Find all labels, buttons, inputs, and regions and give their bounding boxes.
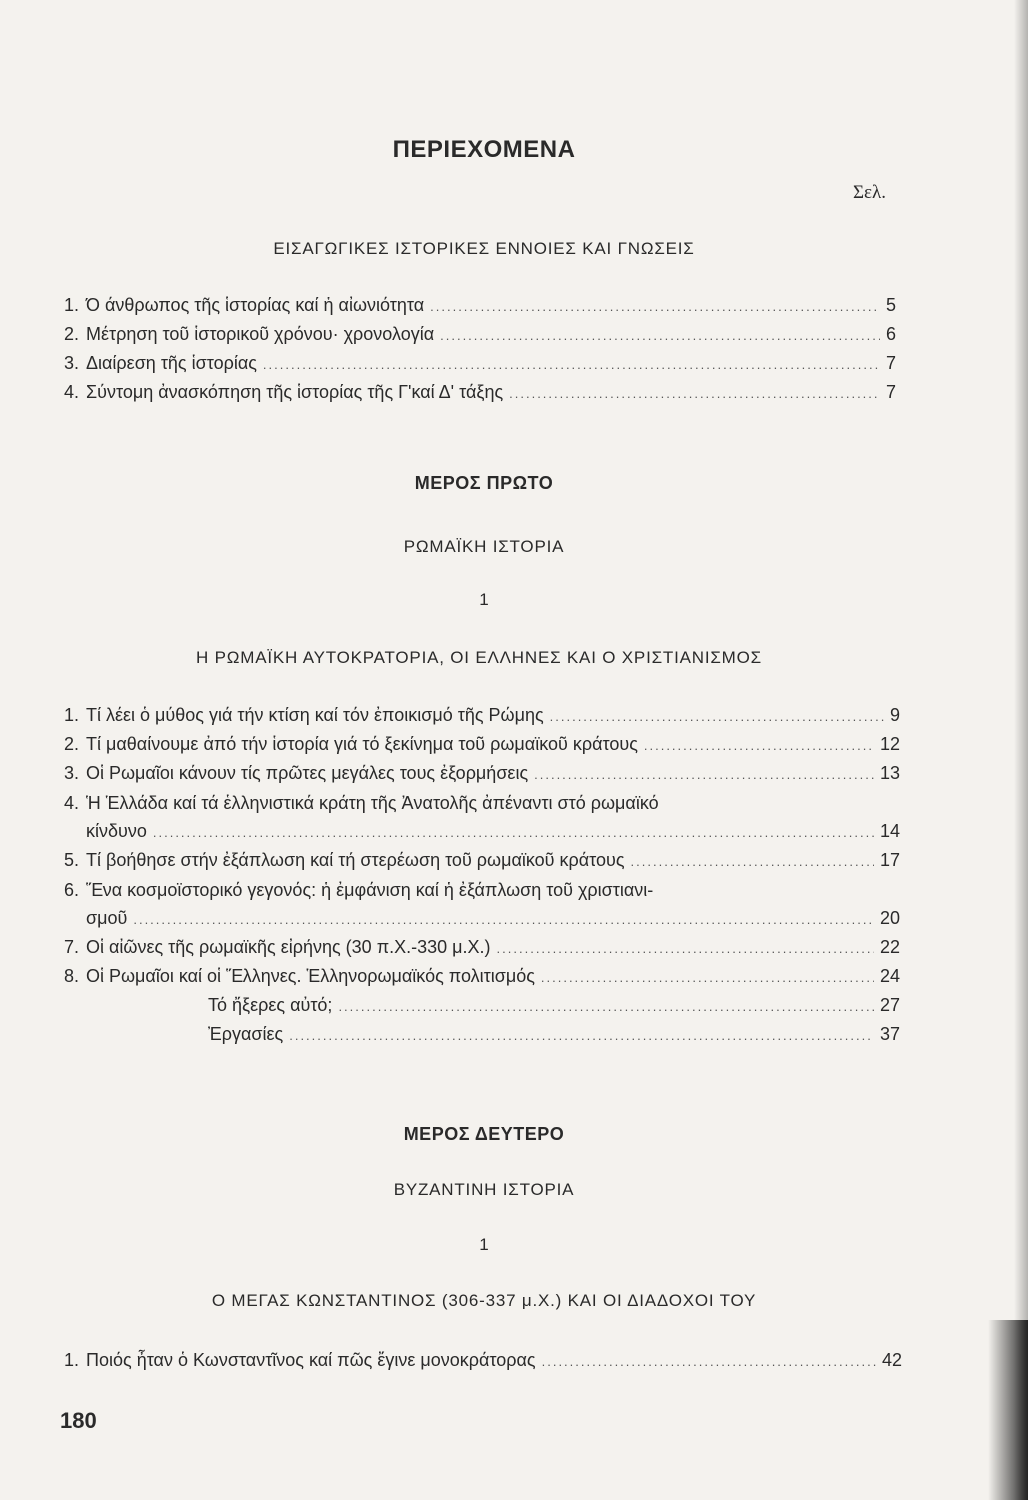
leader-dots [289,1028,874,1043]
leader-dots [430,299,880,314]
toc-entry-number: 2. [64,324,80,344]
leader-dots [644,738,874,753]
page-column-label: Σελ. [853,182,886,203]
toc-entry-number: 6. [64,880,80,900]
chapter-number: 1 [479,590,489,609]
toc-entry-number: 3. [64,353,80,373]
toc-entry-page: 9 [889,705,900,725]
toc-entry-label: Τό ἤξερες αὐτό; [208,995,333,1015]
toc-entry-label-continued: σμοῦ [86,908,128,928]
toc-entry-label: Ἐργασίες [208,1024,284,1044]
toc-entry-number: 3. [64,763,80,783]
toc-entry [64,295,896,319]
toc-entry-label: Τί λέει ὁ μύθος γιά τήν κτίση καί τόν ἐποικισμό τῆς Ρώμης [86,705,544,725]
part-one-subheading: ΡΩΜΑΪΚΗ ΙΣΤΟΡΙΑ [403,537,565,556]
toc-entry-page: 13 [879,763,900,783]
toc-entry-page: 14 [879,821,900,841]
toc-entry-page: 5 [885,295,896,315]
toc-entry-label: Ἕνα κοσμοϊστορικό γεγονός: ἡ ἐμφάνιση καί ἡ ἐξάπλωση τοῦ χριστιανι- [86,880,654,900]
toc-entry [64,850,900,874]
page-corner-shadow [988,1320,1028,1500]
toc-entry-label: Τί μαθαίνουμε ἀπό τήν ἱστορία γιά τό ξεκίνημα τοῦ ρωμαϊκοῦ κράτους [86,734,638,754]
part-one-heading: ΜΕΡΟΣ ΠΡΩΤΟ [414,473,554,493]
toc-entry-number: 7. [64,937,80,957]
toc-entry-label: Οἱ Ρωμαῖοι κάνουν τίς πρῶτες μεγάλες τους ἐξορμήσεις [86,763,529,783]
toc-entry-label: Οἱ αἰῶνες τῆς ρωμαϊκῆς εἰρήνης (30 π.Χ.-330 μ.Χ.) [86,937,491,957]
toc-entry [64,705,900,729]
chapter-number: 1 [479,1235,489,1254]
toc-entry-label: Διαίρεση τῆς ἱστορίας [86,353,257,373]
page-title: ΠΕΡΙΕΧΟΜΕΝΑ [392,136,576,163]
toc-entry-number: 4. [64,793,80,813]
page-edge-shadow [1014,0,1028,1500]
leader-dots [440,328,880,343]
toc-entry-page: 17 [879,850,900,870]
toc-entry-line2 [86,821,900,845]
intro-heading: ΕΙΣΑΓΩΓΙΚΕΣ ΙΣΤΟΡΙΚΕΣ ΕΝΝΟΙΕΣ ΚΑΙ ΓΝΩΣΕΙΣ [273,239,695,258]
chapter-title: Ο ΜΕΓΑΣ ΚΩΝΣΤΑΝΤΙΝΟΣ (306-337 μ.Χ.) ΚΑΙ ΟΙ ΔΙΑΔΟΧΟΙ ΤΟΥ [211,1291,757,1310]
toc-entry-page: 27 [879,995,900,1015]
toc-entry [64,324,896,348]
leader-dots [153,825,874,840]
toc-extra-entry [208,995,900,1019]
part-two-subheading: ΒΥΖΑΝΤΙΝΗ ΙΣΤΟΡΙΑ [393,1180,575,1199]
toc-entry [64,382,896,406]
toc-entry-label: Οἱ Ρωμαῖοι καί οἱ Ἕλληνες. Ἑλληνορωμαϊκός πολιτισμός [86,966,535,986]
toc-entry [64,937,900,961]
toc-entry-page: 7 [885,353,896,373]
leader-dots [497,941,874,956]
toc-entry-number: 5. [64,850,80,870]
toc-entry-page: 42 [881,1350,902,1370]
toc-entry-page: 6 [885,324,896,344]
toc-entry-number: 1. [64,295,80,315]
toc-entry [64,734,900,758]
leader-dots [631,854,874,869]
toc-entry-line1 [64,793,900,817]
part-two-heading: ΜΕΡΟΣ ΔΕΥΤΕΡΟ [403,1124,565,1144]
leader-dots [509,386,880,401]
leader-dots [338,999,874,1014]
toc-entry-line2 [86,908,900,932]
toc-entry-number: 4. [64,382,80,402]
toc-entry-page: 22 [879,937,900,957]
leader-dots [133,912,874,927]
toc-entry-label: Ποιός ἦταν ὁ Κωνσταντῖνος καί πῶς ἔγινε μονοκράτορας [86,1350,536,1370]
leader-dots [263,357,880,372]
toc-entry-label: Μέτρηση τοῦ ἱστορικοῦ χρόνου· χρονολογία [86,324,435,344]
leader-dots [550,709,884,724]
toc-entry-number: 1. [64,705,80,725]
toc-entry-label: Τί βοήθησε στήν ἐξάπλωση καί τή στερέωση τοῦ ρωμαϊκοῦ κράτους [86,850,625,870]
leader-dots [534,767,874,782]
toc-entry-number: 2. [64,734,80,754]
toc-entry-label: Σύντομη ἀνασκόπηση τῆς ἱστορίας τῆς Γ'καί Δ' τάξης [86,382,504,402]
leader-dots [542,1354,876,1369]
toc-entry-label-continued: κίνδυνο [86,821,147,841]
toc-entry-line1 [64,880,900,904]
toc-entry [64,1350,902,1374]
toc-entry [64,353,896,377]
toc-entry-number: 8. [64,966,80,986]
toc-entry-page: 12 [879,734,900,754]
leader-dots [541,970,874,985]
page-number: 180 [60,1408,97,1433]
toc-entry-number: 1. [64,1350,80,1370]
toc-entry-label: Ἡ Ἑλλάδα καί τά ἑλληνιστικά κράτη τῆς Ἀνατολῆς ἀπέναντι στό ρωμαϊκό [86,793,659,813]
toc-entry-page: 7 [885,382,896,402]
toc-extra-entry [208,1024,900,1048]
toc-entry-page: 20 [879,908,900,928]
toc-entry-page: 37 [879,1024,900,1044]
toc-entry-page: 24 [879,966,900,986]
chapter-title: Η ΡΩΜΑΪΚΗ ΑΥΤΟΚΡΑΤΟΡΙΑ, ΟΙ ΕΛΛΗΝΕΣ ΚΑΙ Ο ΧΡΙΣΤΙΑΝΙΣΜΟΣ [196,648,762,667]
toc-entry-label: Ό άνθρωπος τῆς ἱστορίας καί ἡ αἰωνιότητα [86,295,425,315]
toc-entry [64,763,900,787]
toc-entry [64,966,900,990]
